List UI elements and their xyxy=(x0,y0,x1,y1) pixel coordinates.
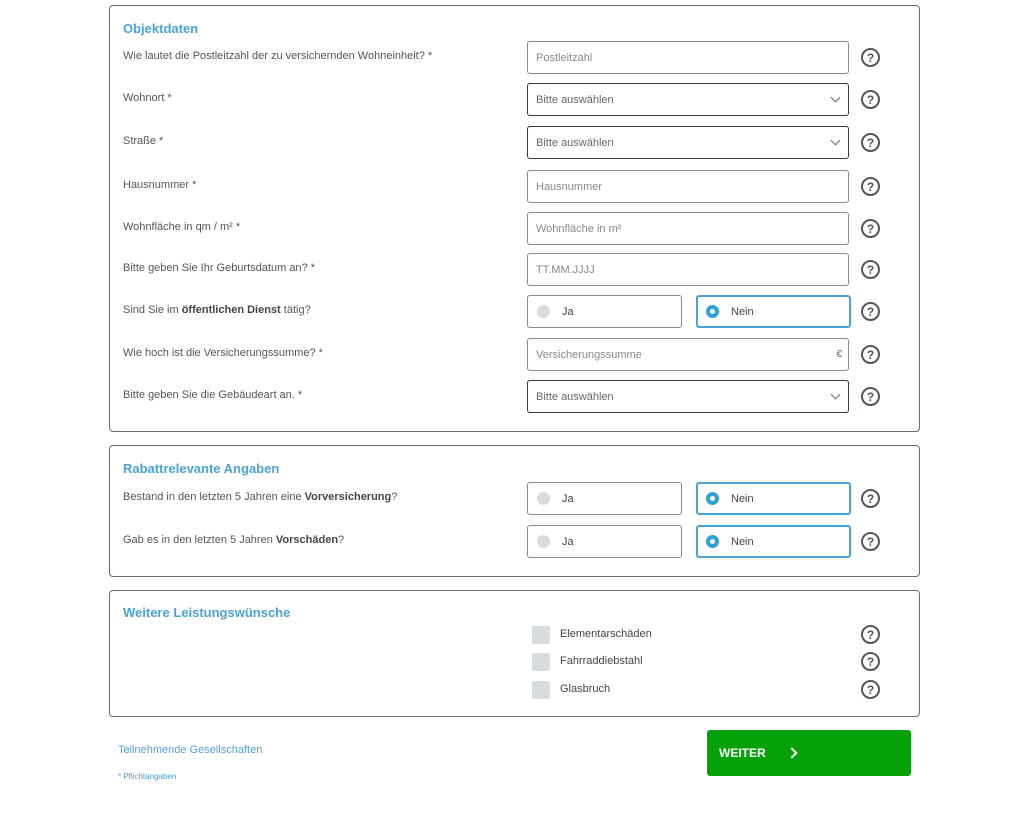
section-title: Objektdaten xyxy=(123,21,199,36)
label-part: Wie hoch ist die Versicherungssumme? * xyxy=(123,347,323,359)
input-placeholder: Hausnummer xyxy=(536,180,603,193)
radio-label: Nein xyxy=(731,305,754,318)
radio-option-nein[interactable] xyxy=(696,482,851,515)
label-part: Hausnummer * xyxy=(123,179,197,191)
help-icon[interactable]: ? xyxy=(861,680,880,699)
field-label xyxy=(123,534,344,546)
radio-label: Nein xyxy=(731,535,754,548)
label-part: ? xyxy=(338,534,345,546)
input-placeholder: TT.MM.JJJJ xyxy=(536,263,595,276)
radio-dot xyxy=(537,492,550,505)
label-part: Wohnfläche in qm / m² * xyxy=(123,221,241,233)
weiter-label: WEITER xyxy=(719,746,766,760)
help-icon[interactable]: ? xyxy=(861,532,880,551)
help-icon[interactable]: ? xyxy=(861,652,880,671)
field-label xyxy=(123,179,196,191)
form-row xyxy=(110,253,919,287)
checkbox[interactable] xyxy=(532,681,550,699)
select-value: Bitte auswählen xyxy=(536,390,614,403)
label-part: Bitte geben Sie die Gebäudeart an. * xyxy=(123,389,303,401)
field-label xyxy=(123,491,397,503)
section-title: Weitere Leistungswünsche xyxy=(123,605,291,620)
label-part: Wohnort * xyxy=(123,92,172,104)
help-icon[interactable]: ? xyxy=(861,625,880,644)
objektdaten-panel xyxy=(109,5,920,432)
radio-option-ja[interactable] xyxy=(527,482,682,515)
weiter-button[interactable] xyxy=(707,730,911,776)
form-row xyxy=(110,380,919,414)
select-dropdown[interactable] xyxy=(527,380,849,413)
checkbox-label[interactable]: Glasbruch xyxy=(560,683,611,695)
label-part: Wie lautet die Postleitzahl der zu versichernden Wohneinheit? * xyxy=(123,50,433,62)
checkbox-label[interactable]: Fahrraddiebstahl xyxy=(560,655,643,667)
field-label xyxy=(123,304,311,316)
text-input[interactable] xyxy=(527,338,849,371)
chevron-down-icon xyxy=(831,93,841,103)
radio-dot xyxy=(706,305,719,318)
select-dropdown[interactable] xyxy=(527,83,849,116)
teilnehmende-gesellschaften-link[interactable]: Teilnehmende Gesellschaften xyxy=(118,744,263,756)
label-part: Straße * xyxy=(123,135,164,147)
field-label xyxy=(123,135,163,147)
checkbox[interactable] xyxy=(532,653,550,671)
field-label xyxy=(123,347,323,359)
label-part: Vorschäden xyxy=(275,534,339,546)
radio-label: Ja xyxy=(562,535,574,548)
field-label xyxy=(123,389,302,401)
radio-option-nein[interactable] xyxy=(696,295,851,328)
label-part: öffentlichen Dienst xyxy=(181,304,281,316)
required-note: * Pflichtangaben xyxy=(118,772,177,781)
help-icon[interactable]: ? xyxy=(861,48,880,67)
chevron-right-icon xyxy=(786,747,797,758)
input-placeholder: Wohnfläche in m² xyxy=(536,222,622,235)
select-dropdown[interactable] xyxy=(527,126,849,159)
form-row xyxy=(110,83,919,117)
label-part: Vorversicherung xyxy=(304,491,392,503)
radio-option-ja[interactable] xyxy=(527,295,682,328)
form-row xyxy=(110,170,919,204)
help-icon[interactable]: ? xyxy=(861,90,880,109)
label-part: Bitte geben Sie Ihr Geburtsdatum an? * xyxy=(123,262,316,274)
chevron-down-icon xyxy=(831,390,841,400)
label-part: Sind Sie im xyxy=(123,304,182,316)
form-row xyxy=(110,482,919,516)
help-icon[interactable]: ? xyxy=(861,219,880,238)
radio-label: Ja xyxy=(562,492,574,505)
radio-label: Ja xyxy=(562,305,574,318)
text-input[interactable] xyxy=(527,170,849,203)
help-icon[interactable]: ? xyxy=(861,489,880,508)
checkbox-label[interactable]: Elementarschäden xyxy=(560,628,652,640)
help-icon[interactable]: ? xyxy=(861,177,880,196)
field-label xyxy=(123,92,172,104)
radio-dot xyxy=(706,535,719,548)
label-part: ? xyxy=(391,491,398,503)
select-value: Bitte auswählen xyxy=(536,136,614,149)
form-row xyxy=(110,338,919,372)
text-input[interactable] xyxy=(527,253,849,286)
help-icon[interactable]: ? xyxy=(861,133,880,152)
section-title: Rabattrelevante Angaben xyxy=(123,461,280,476)
radio-dot xyxy=(537,305,550,318)
radio-option-nein[interactable] xyxy=(696,525,851,558)
help-icon[interactable]: ? xyxy=(861,345,880,364)
label-part: Bestand in den letzten 5 Jahren eine xyxy=(123,491,305,503)
form-row xyxy=(110,41,919,75)
form-row xyxy=(110,212,919,246)
field-label xyxy=(123,221,240,233)
text-input[interactable] xyxy=(527,212,849,245)
input-placeholder: Versicherungssumme xyxy=(536,348,642,361)
radio-dot xyxy=(706,492,719,505)
help-icon[interactable]: ? xyxy=(861,302,880,321)
radio-dot xyxy=(537,535,550,548)
rabatt-panel xyxy=(109,445,920,577)
field-label xyxy=(123,50,432,62)
form-row xyxy=(110,295,919,329)
help-icon[interactable]: ? xyxy=(861,387,880,406)
select-value: Bitte auswählen xyxy=(536,93,614,106)
checkbox[interactable] xyxy=(532,626,550,644)
text-input[interactable] xyxy=(527,41,849,74)
form-row xyxy=(110,525,919,559)
euro-suffix: € xyxy=(836,349,842,360)
radio-option-ja[interactable] xyxy=(527,525,682,558)
field-label xyxy=(123,262,315,274)
input-placeholder: Postleitzahl xyxy=(536,51,593,64)
help-icon[interactable]: ? xyxy=(861,260,880,279)
chevron-down-icon xyxy=(831,136,841,146)
label-part: tätig? xyxy=(280,304,311,316)
form-row xyxy=(110,126,919,160)
radio-label: Nein xyxy=(731,492,754,505)
weitere-leistungen-panel xyxy=(109,590,920,717)
label-part: Gab es in den letzten 5 Jahren xyxy=(123,534,276,546)
